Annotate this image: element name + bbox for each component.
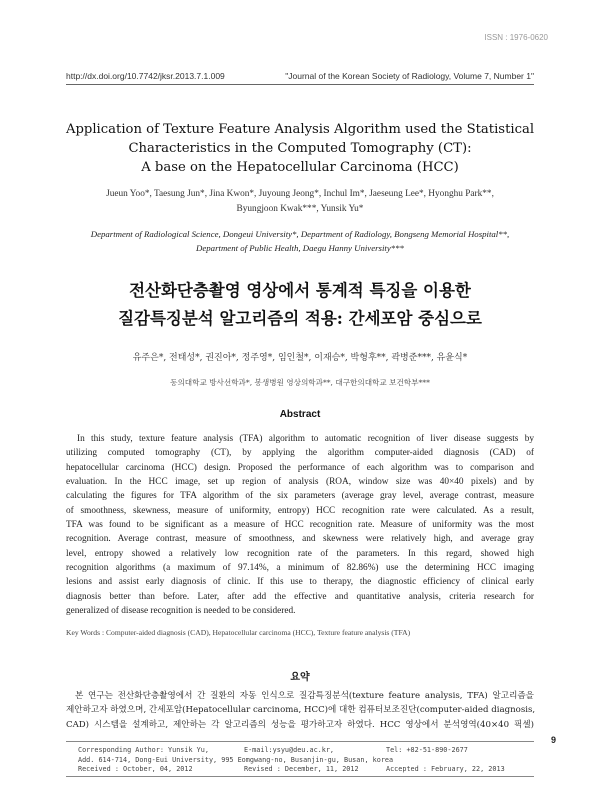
keywords: Key Words : Computer-aided diagnosis (CAD), Hepatocellular carcinoma (HCC), Texture feature analysis (TFA) bbox=[66, 628, 411, 637]
title-line: A base on the Hepatocellular Carcinoma (HCC) bbox=[141, 160, 459, 175]
page-number: 9 bbox=[550, 735, 556, 745]
abstract-line: TFA was found to be significant as a measure of HCC recognition rate. Measure of uniformity was the most bbox=[66, 520, 534, 531]
abstract-line: utilizing computed tomography (CT), by applying the algorithm computer-aided diagnosis (CAD) of bbox=[66, 448, 534, 459]
authors-english bbox=[70, 187, 530, 217]
title-line: Application of Texture Feature Analysis Algorithm used the Statistical bbox=[65, 122, 535, 137]
accepted-date: Accepted : February, 22, 2013 bbox=[386, 765, 505, 773]
title-line: 전산화단층촬영 영상에서 통계적 특징을 이용한 bbox=[129, 281, 471, 300]
abstract-line: evaluation. In the HCC image, set up region of analysis (ROA, window size was 40×40 pixels) and by bbox=[66, 477, 534, 488]
abstract-line: recognition. Average contrast, measure of smoothness, and skewness were relatively high, and average gray bbox=[66, 534, 534, 545]
issn: ISSN : 1976-0620 bbox=[484, 33, 548, 42]
abstract-line: of smoothness, skewness, measure of uniformity, entropy) HCC recognition rate were calculated. As a result, bbox=[66, 505, 534, 516]
address-row bbox=[66, 756, 534, 766]
summary-line: CAD) 시스템을 설계하고, 제안하는 각 알고리즘의 성능을 평가하고자 하였다. HCC 영상에서 분석영역(40×40 픽셀) bbox=[66, 719, 534, 730]
address: Add. 614-714, Dong-Eui University, 995 Eomgwang-no, Busanjin-gu, Busan, korea bbox=[78, 755, 394, 764]
journal-name: "Journal of the Korean Society of Radiology, Volume 7, Number 1" bbox=[285, 71, 534, 81]
abstract-body bbox=[66, 432, 534, 618]
authors-line: Byungjoon Kwak***, Yunsik Yu* bbox=[236, 204, 364, 214]
title-korean bbox=[60, 277, 540, 333]
authors-line: Jueun Yoo*, Taesung Jun*, Jina Kwon*, Juyoung Jeong*, Inchul Im*, Jaeseung Lee*, Hyonghu Park**, bbox=[106, 189, 494, 199]
telephone: Tel: +82-51-890-2677 bbox=[386, 746, 468, 754]
email[interactable]: E-mail:ysyu@deu.ac.kr, bbox=[244, 746, 335, 754]
abstract-line: lesions and assist early diagnosis of clinic. If this use to therapy, the diagnostic efficiency of clinical early bbox=[66, 577, 534, 588]
summary-heading: 요약 bbox=[290, 672, 310, 683]
summary-line: 본 연구는 전산화단층촬영에서 간 질환의 자동 인식으로 질감특징분석(texture feature analysis, TFA) 알고리즘을 bbox=[75, 691, 534, 701]
abstract-heading: Abstract bbox=[279, 409, 321, 420]
affiliations-english bbox=[70, 227, 530, 255]
abstract-line: diagnosis better than before. Later, after add the effective and quantitative analysis, criteria research for bbox=[66, 591, 534, 602]
header-rule bbox=[66, 84, 534, 85]
title-line: Characteristics in the Computed Tomography (CT): bbox=[128, 141, 472, 156]
authors-korean: 유주은*, 전태성*, 권진아*, 정주영*, 임인철*, 이재승*, 박형후**, 곽병준***, 유윤식* bbox=[132, 353, 468, 363]
abstract-line: hepatocellular carcinoma (HCC) design. Proposed the performance of each algorithm was to comparison and bbox=[66, 462, 534, 473]
title-line: 질감특징분석 알고리즘의 적용: 간세포암 중심으로 bbox=[118, 309, 482, 328]
abstract-line: level, entropy showed a relatively low recognition rate of the parameters. In this regard, showed high bbox=[66, 548, 534, 559]
dates-row bbox=[66, 765, 534, 775]
abstract-line: In this study, texture feature analysis (TFA) algorithm to automatic recognition of liver disease suggests by bbox=[77, 434, 534, 444]
revised-date: Revised : December, 11, 2012 bbox=[244, 765, 359, 773]
affiliations-korean: 동의대학교 방사선학과*, 봉생병원 영상의학과**, 대구한의대학교 보건학부*** bbox=[170, 378, 430, 387]
title-english bbox=[60, 120, 540, 177]
affiliation-line: Department of Public Health, Daegu Hanny University*** bbox=[196, 243, 404, 253]
correspondence-box bbox=[66, 741, 534, 777]
summary-body bbox=[66, 689, 534, 732]
correspondence-row bbox=[66, 746, 534, 756]
corresponding-author: Corresponding Author: Yunsik Yu, bbox=[78, 746, 209, 754]
abstract-line: recognition algorithms (a maximum of 97.14%, a minimum of 82.86%) use the determining HCC imaging bbox=[66, 563, 534, 574]
received-date: Received : October, 04, 2012 bbox=[78, 765, 193, 773]
abstract-line: calculating the figures for TFA algorithm of the six parameters (average gray level, average contrast, measure bbox=[66, 491, 534, 502]
summary-line: 제안하고자 하였으며, 간세포암(Hepatocellular carcinoma, HCC)에 대한 컴퓨터보조진단(computer-aided diagnosis, bbox=[66, 705, 536, 716]
affiliation-line: Department of Radiological Science, Dongeui University*, Department of Radiology, Bongseng Memorial Hospital**, bbox=[90, 229, 510, 239]
doi-link[interactable]: http://dx.doi.org/10.7742/jksr.2013.7.1.009 bbox=[66, 71, 225, 81]
abstract-line: generalized of disease recognition is needed to be considered. bbox=[66, 606, 296, 617]
